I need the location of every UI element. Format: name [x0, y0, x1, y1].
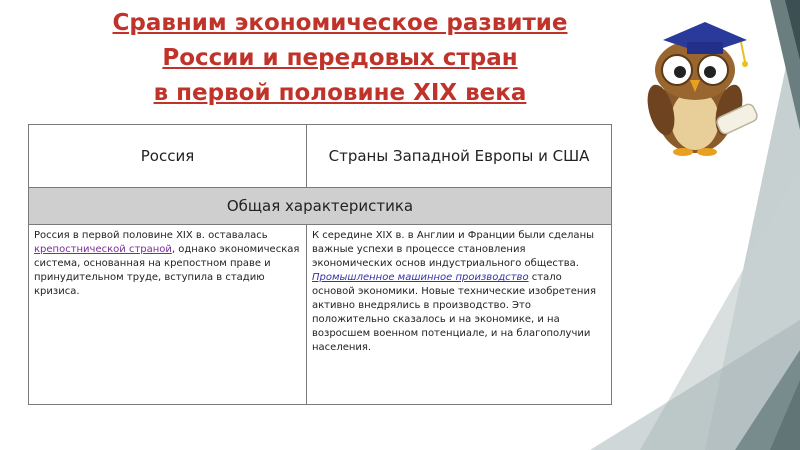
header-russia: Россия [29, 125, 307, 188]
russia-text-1: Россия в первой половине XIX в. оставалась [34, 230, 268, 241]
west-text-2: стало основой экономики. Новые технические изобретения активно внедрялись в производство. Это положительно сказалось и на экономике, и на возросшем военном потенциале, и на благополучии населения. [312, 272, 596, 353]
russia-text-2: , однако экономическая система, основанная на крепостном праве и принудительном труде, вступила в стадию кризиса. [34, 244, 300, 297]
comparison-table [28, 124, 612, 405]
link-industrial-production[interactable]: Промышленное машинное производство [312, 272, 529, 283]
header-west: Страны Западной Европы и США [307, 125, 612, 188]
table-row [29, 225, 612, 405]
cell-west [307, 225, 612, 405]
section-row [29, 188, 612, 225]
table-header-row [29, 125, 612, 188]
title-line-2: России и передовых стран [162, 45, 518, 71]
title-line-3: в первой половине XIX века [153, 80, 527, 106]
slide-title [40, 6, 640, 111]
cell-russia [29, 225, 307, 405]
section-general-characteristics: Общая характеристика [29, 188, 612, 225]
link-serf-country[interactable]: крепостнической страной [34, 244, 172, 255]
title-line-1: Сравним экономическое развитие [112, 10, 568, 36]
west-text-1: К середине XIX в. в Англии и Франции были сделаны важные успехи в процессе становления экономических основ индустриального общества. [312, 230, 594, 269]
owl-illustration [635, 18, 770, 158]
